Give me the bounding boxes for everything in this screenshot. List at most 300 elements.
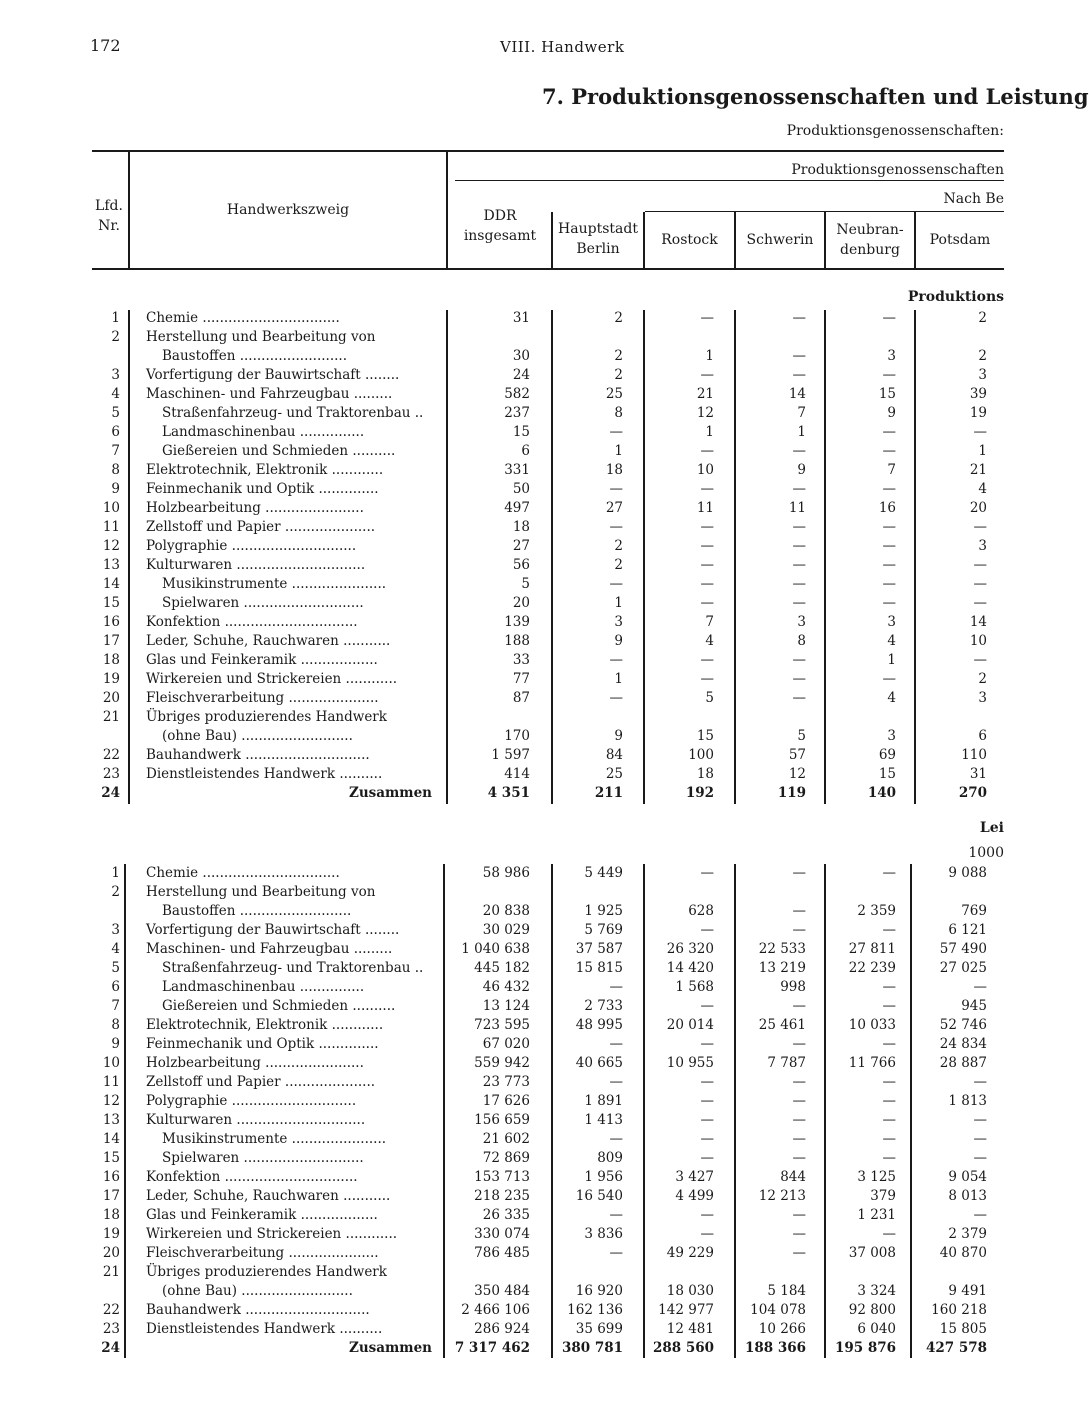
cell-col-4: 140 (867, 785, 896, 801)
row-number: 24 (101, 785, 120, 801)
cell-col-1: 1 413 (584, 1112, 623, 1128)
header-ddr-line1: DDR (483, 208, 517, 224)
cell-col-5: — (973, 1112, 987, 1128)
cell-col-4: 37 008 (848, 1245, 896, 1261)
cell-col-4: 2 359 (857, 903, 896, 919)
cell-col-4: — (882, 922, 896, 938)
cell-col-5: 6 121 (948, 922, 987, 938)
cell-col-2: 1 (705, 348, 714, 364)
header-nr-line2: Nr. (98, 218, 120, 234)
table-row (0, 1168, 1024, 1187)
header-schwerin: Schwerin (746, 232, 814, 248)
cell-col-0: 72 869 (482, 1150, 530, 1166)
row-label: Übriges produzierendes Handwerk (146, 1264, 387, 1280)
cell-col-3: — (792, 576, 806, 592)
row-number: 22 (102, 1302, 120, 1318)
cell-col-5: 19 (969, 405, 987, 421)
cell-col-4: — (882, 865, 896, 881)
cell-col-5: 9 491 (948, 1283, 987, 1299)
cell-col-5: 20 (969, 500, 987, 516)
cell-col-2: 10 (696, 462, 714, 478)
cell-col-5: 1 813 (948, 1093, 987, 1109)
cell-col-2: 12 (696, 405, 714, 421)
cell-col-3: 10 266 (758, 1321, 806, 1337)
cell-col-4: — (882, 979, 896, 995)
cell-col-2: 11 (696, 500, 714, 516)
cell-col-2: 10 955 (666, 1055, 714, 1071)
cell-col-4: 22 239 (848, 960, 896, 976)
cell-col-3: — (792, 310, 806, 326)
cell-col-4: 69 (878, 747, 896, 763)
cell-col-0: 286 924 (474, 1321, 530, 1337)
header-lfd-line1: Lfd. (95, 198, 123, 214)
cell-col-1: 2 733 (584, 998, 623, 1014)
header-group-sub: Nach Be (943, 191, 1004, 207)
cell-col-3: 9 (797, 462, 806, 478)
cell-col-5: 160 218 (931, 1302, 987, 1318)
row-number: 2 (111, 884, 120, 900)
table-row (0, 632, 1024, 651)
cell-col-3: 104 078 (750, 1302, 806, 1318)
cell-col-4: 195 876 (834, 1340, 896, 1356)
cell-col-4: 3 (887, 348, 896, 364)
row-number: 10 (102, 500, 120, 516)
header-neubrandenburg-line1: Neubran- (836, 222, 904, 238)
cell-col-5: 2 379 (948, 1226, 987, 1242)
table-row (0, 1130, 1024, 1149)
cell-col-5: 3 (978, 690, 987, 706)
cell-col-4: 379 (870, 1188, 896, 1204)
row-label: Bauhandwerk ............................. (146, 1302, 370, 1318)
row-number: 23 (102, 1321, 120, 1337)
cell-col-4: 16 (878, 500, 896, 516)
cell-col-0: 1 597 (491, 747, 530, 763)
row-label: Fleischverarbeitung ..................... (146, 690, 379, 706)
cell-col-0: 786 485 (474, 1245, 530, 1261)
cell-col-2: — (700, 1150, 714, 1166)
row-label: Polygraphie ............................. (146, 538, 357, 554)
table-row (0, 746, 1024, 765)
table-row (0, 727, 1024, 746)
row-label: Chemie ................................ (146, 310, 340, 326)
cell-col-3: 5 (797, 728, 806, 744)
cell-col-0: 67 020 (482, 1036, 530, 1052)
row-number: 15 (102, 595, 120, 611)
cell-col-4: — (882, 576, 896, 592)
row-number: 19 (102, 1226, 120, 1242)
header-top-rule (92, 150, 1004, 152)
cell-col-3: — (792, 1150, 806, 1166)
row-number: 20 (102, 690, 120, 706)
cell-col-5: 57 490 (939, 941, 987, 957)
cell-col-4: — (882, 671, 896, 687)
table-row (0, 594, 1024, 613)
table-row (0, 883, 1024, 902)
cell-col-3: — (792, 1207, 806, 1223)
cell-col-4: 15 (878, 766, 896, 782)
row-number: 3 (111, 922, 120, 938)
row-label: Baustoffen ......................... (162, 348, 347, 364)
cell-col-4: 27 811 (848, 941, 896, 957)
cell-col-4: — (882, 1093, 896, 1109)
cell-col-0: 77 (512, 671, 530, 687)
row-number: 1 (111, 865, 120, 881)
cell-col-2: 20 014 (666, 1017, 714, 1033)
cell-col-3: — (792, 348, 806, 364)
cell-col-0: 4 351 (487, 785, 530, 801)
cell-col-2: 628 (688, 903, 714, 919)
cell-col-0: 156 659 (474, 1112, 530, 1128)
cell-col-3: — (792, 443, 806, 459)
row-number: 2 (111, 329, 120, 345)
table-row (0, 1301, 1024, 1320)
cell-col-1: 162 136 (567, 1302, 623, 1318)
cell-col-0: 5 (521, 576, 530, 592)
cell-col-2: — (700, 1131, 714, 1147)
row-number: 18 (102, 1207, 120, 1223)
table-row (0, 689, 1024, 708)
cell-col-3: — (792, 1093, 806, 1109)
cell-col-5: — (973, 1131, 987, 1147)
cell-col-3: 119 (777, 785, 806, 801)
table-row (0, 864, 1024, 883)
cell-col-1: 1 956 (584, 1169, 623, 1185)
cell-col-4: — (882, 424, 896, 440)
row-label: Dienstleistendes Handwerk .......... (146, 1321, 383, 1337)
cell-col-3: 1 (797, 424, 806, 440)
cell-col-2: 192 (685, 785, 714, 801)
cell-col-3: — (792, 690, 806, 706)
cell-col-5: — (973, 1074, 987, 1090)
cell-col-3: — (792, 481, 806, 497)
cell-col-4: 4 (887, 690, 896, 706)
cell-col-0: 21 602 (482, 1131, 530, 1147)
table-row (0, 442, 1024, 461)
row-number: 1 (111, 310, 120, 326)
row-number: 13 (102, 557, 120, 573)
row-label: Vorfertigung der Bauwirtschaft ........ (146, 922, 400, 938)
row-number: 5 (111, 960, 120, 976)
header-lfd-nr (92, 196, 126, 236)
cell-col-4: — (882, 557, 896, 573)
cell-col-5: 1 (978, 443, 987, 459)
cell-col-1: 3 (614, 614, 623, 630)
table-row (0, 1206, 1024, 1225)
cell-col-3: 8 (797, 633, 806, 649)
cell-col-0: 6 (521, 443, 530, 459)
cell-col-1: 2 (614, 538, 623, 554)
cell-col-2: — (700, 595, 714, 611)
table-row (0, 978, 1024, 997)
cell-col-3: 14 (788, 386, 806, 402)
cell-col-0: 15 (512, 424, 530, 440)
table-row (0, 784, 1024, 803)
cell-col-1: 8 (614, 405, 623, 421)
row-label: Baustoffen .......................... (162, 903, 352, 919)
cell-col-4: 10 033 (848, 1017, 896, 1033)
cell-col-2: 288 560 (652, 1340, 714, 1356)
cell-col-1: 37 587 (575, 941, 623, 957)
cell-col-0: 56 (512, 557, 530, 573)
cell-col-5: 52 746 (939, 1017, 987, 1033)
cell-col-4: — (882, 443, 896, 459)
cell-col-2: 142 977 (658, 1302, 714, 1318)
cell-col-3: 57 (788, 747, 806, 763)
cell-col-2: 5 (705, 690, 714, 706)
cell-col-5: 6 (978, 728, 987, 744)
cell-col-3: 25 461 (758, 1017, 806, 1033)
header-berlin-line2: Berlin (576, 241, 620, 257)
cell-col-5: 427 578 (925, 1340, 987, 1356)
cell-col-0: 31 (512, 310, 530, 326)
row-label: Straßenfahrzeug- und Traktorenbau .. (162, 960, 424, 976)
table-row (0, 1244, 1024, 1263)
table-row (0, 518, 1024, 537)
cell-col-2: — (700, 310, 714, 326)
table-row (0, 1320, 1024, 1339)
page-number: 172 (90, 36, 121, 55)
row-number: 21 (102, 1264, 120, 1280)
cell-col-0: 87 (512, 690, 530, 706)
table-row (0, 959, 1024, 978)
row-number: 11 (102, 519, 120, 535)
cell-col-1: 1 (614, 595, 623, 611)
row-label: Straßenfahrzeug- und Traktorenbau .. (162, 405, 424, 421)
cell-col-5: 39 (969, 386, 987, 402)
cell-col-3: — (792, 1131, 806, 1147)
table-row (0, 404, 1024, 423)
cell-col-1: 84 (605, 747, 623, 763)
row-label: Landmaschinenbau ............... (162, 979, 365, 995)
row-number: 17 (102, 1188, 120, 1204)
row-number: 3 (111, 367, 120, 383)
cell-col-4: 7 (887, 462, 896, 478)
row-label: Leder, Schuhe, Rauchwaren ........... (146, 1188, 391, 1204)
row-label: Gießereien und Schmieden .......... (162, 443, 396, 459)
cell-col-1: 380 781 (561, 1340, 623, 1356)
row-label: Holzbearbeitung ....................... (146, 1055, 364, 1071)
cell-col-4: 3 (887, 614, 896, 630)
cell-col-1: 211 (594, 785, 623, 801)
cell-col-5: 14 (969, 614, 987, 630)
cell-col-1: 35 699 (575, 1321, 623, 1337)
row-number: 24 (101, 1340, 120, 1356)
section2-unit: 1000 (968, 845, 1004, 861)
row-number: 23 (102, 766, 120, 782)
table-row (0, 1225, 1024, 1244)
cell-col-4: — (882, 310, 896, 326)
cell-col-1: 15 815 (575, 960, 623, 976)
row-label: Feinmechanik und Optik .............. (146, 481, 379, 497)
cell-col-4: 3 (887, 728, 896, 744)
cell-col-4: — (882, 1074, 896, 1090)
cell-col-2: — (700, 652, 714, 668)
header-rostock: Rostock (661, 232, 718, 248)
cell-col-4: 1 231 (857, 1207, 896, 1223)
header-vline-branch (446, 152, 448, 268)
cell-col-0: 237 (504, 405, 530, 421)
cell-col-0: 414 (504, 766, 530, 782)
cell-col-3: — (792, 652, 806, 668)
cell-col-2: — (700, 671, 714, 687)
cell-col-5: — (973, 576, 987, 592)
cell-col-4: — (882, 481, 896, 497)
row-label: Musikinstrumente ...................... (162, 1131, 387, 1147)
table-row (0, 499, 1024, 518)
row-label: (ohne Bau) .......................... (162, 1283, 353, 1299)
cell-col-2: 18 030 (666, 1283, 714, 1299)
cell-col-2: — (700, 1093, 714, 1109)
cell-col-4: — (882, 1150, 896, 1166)
row-number: 9 (111, 1036, 120, 1052)
group-rule (455, 180, 1004, 181)
row-number: 20 (102, 1245, 120, 1261)
row-label: Zellstoff und Papier ..................... (146, 519, 376, 535)
cell-col-3: — (792, 595, 806, 611)
header-ddr-line2: insgesamt (463, 228, 537, 244)
cell-col-0: 331 (504, 462, 530, 478)
cell-col-2: 26 320 (666, 941, 714, 957)
cell-col-0: 27 (512, 538, 530, 554)
cell-col-5: 769 (961, 903, 987, 919)
cell-col-0: 218 235 (474, 1188, 530, 1204)
section1-title: Produktions (907, 289, 1004, 305)
table-row (0, 940, 1024, 959)
row-label: (ohne Bau) .......................... (162, 728, 353, 744)
table-row (0, 1111, 1024, 1130)
cell-col-1: 1 (614, 443, 623, 459)
row-number: 21 (102, 709, 120, 725)
table-row (0, 347, 1024, 366)
table-row (0, 1092, 1024, 1111)
cell-col-5: — (973, 979, 987, 995)
cell-col-2: 18 (696, 766, 714, 782)
chapter-heading: VIII. Handwerk (500, 38, 625, 56)
row-label: Wirkereien und Strickereien ............ (146, 671, 398, 687)
row-label: Feinmechanik und Optik .............. (146, 1036, 379, 1052)
cell-col-2: 3 427 (675, 1169, 714, 1185)
cell-col-3: 22 533 (758, 941, 806, 957)
cell-col-5: 945 (961, 998, 987, 1014)
cell-col-0: 350 484 (474, 1283, 530, 1299)
cell-col-2: — (700, 1074, 714, 1090)
row-label: Herstellung und Bearbeitung von (146, 329, 376, 345)
table-row (0, 708, 1024, 727)
cell-col-3: — (792, 538, 806, 554)
header-potsdam: Potsdam (929, 232, 991, 248)
cell-col-5: — (973, 1207, 987, 1223)
row-label: Zellstoff und Papier ..................... (146, 1074, 376, 1090)
cell-col-4: 9 (887, 405, 896, 421)
cell-col-5: 2 (978, 348, 987, 364)
cell-col-5: 2 (978, 671, 987, 687)
cell-col-2: 100 (688, 747, 714, 763)
cell-col-3: 5 184 (767, 1283, 806, 1299)
row-label: Elektrotechnik, Elektronik ............ (146, 1017, 384, 1033)
table-row (0, 921, 1024, 940)
cell-col-1: 27 (605, 500, 623, 516)
cell-col-1: 16 540 (575, 1188, 623, 1204)
row-label: Konfektion ............................... (146, 614, 358, 630)
cell-col-3: 7 (797, 405, 806, 421)
header-neubrandenburg-line2: denburg (840, 242, 900, 258)
section2-title: Lei (979, 820, 1004, 836)
cell-col-0: 559 942 (474, 1055, 530, 1071)
row-number: 11 (102, 1074, 120, 1090)
cell-col-0: 723 595 (474, 1017, 530, 1033)
cell-col-5: 9 088 (948, 865, 987, 881)
cell-col-3: 12 213 (758, 1188, 806, 1204)
cell-col-5: 31 (969, 766, 987, 782)
cell-col-5: 24 834 (939, 1036, 987, 1052)
cell-col-2: 12 481 (666, 1321, 714, 1337)
cell-col-3: 3 (797, 614, 806, 630)
cell-col-1: 5 449 (584, 865, 623, 881)
cell-col-1: 809 (597, 1150, 623, 1166)
cell-col-1: — (609, 1207, 623, 1223)
row-number: 7 (111, 443, 120, 459)
cell-col-5: 9 054 (948, 1169, 987, 1185)
cell-col-1: 18 (605, 462, 623, 478)
row-number: 13 (102, 1112, 120, 1128)
cell-col-4: 6 040 (857, 1321, 896, 1337)
cell-col-2: 4 (705, 633, 714, 649)
table-row (0, 1282, 1024, 1301)
header-berlin (553, 219, 643, 259)
cell-col-0: 18 (512, 519, 530, 535)
cell-col-3: — (792, 557, 806, 573)
row-number: 16 (102, 1169, 120, 1185)
cell-col-4: 15 (878, 386, 896, 402)
row-label: Dienstleistendes Handwerk .......... (146, 766, 383, 782)
row-label: Landmaschinenbau ............... (162, 424, 365, 440)
cell-col-0: 2 466 106 (461, 1302, 530, 1318)
cell-col-0: 330 074 (474, 1226, 530, 1242)
row-number: 15 (102, 1150, 120, 1166)
table-row (0, 670, 1024, 689)
cell-col-3: 998 (780, 979, 806, 995)
cell-col-1: 1 (614, 671, 623, 687)
cell-col-4: 3 324 (857, 1283, 896, 1299)
row-number: 4 (111, 941, 120, 957)
row-number: 14 (102, 576, 120, 592)
cell-col-4: — (882, 998, 896, 1014)
cell-col-0: 7 317 462 (454, 1340, 530, 1356)
cell-col-5: 3 (978, 367, 987, 383)
cell-col-1: 2 (614, 557, 623, 573)
table-row (0, 1149, 1024, 1168)
cell-col-3: 7 787 (767, 1055, 806, 1071)
cell-col-4: 92 800 (848, 1302, 896, 1318)
cell-col-2: 14 420 (666, 960, 714, 976)
table-row (0, 1073, 1024, 1092)
row-label: Leder, Schuhe, Rauchwaren ........... (146, 633, 391, 649)
cell-col-0: 33 (512, 652, 530, 668)
cell-col-5: — (973, 424, 987, 440)
row-number: 12 (102, 1093, 120, 1109)
cell-col-4: — (882, 367, 896, 383)
cell-col-0: 497 (504, 500, 530, 516)
cell-col-0: 139 (504, 614, 530, 630)
cell-col-0: 170 (504, 728, 530, 744)
cell-col-4: — (882, 1112, 896, 1128)
row-number: 12 (102, 538, 120, 554)
cell-col-5: 110 (961, 747, 987, 763)
cell-col-0: 1 040 638 (461, 941, 530, 957)
cell-col-0: 188 (504, 633, 530, 649)
table-row (0, 1035, 1024, 1054)
cell-col-2: — (700, 557, 714, 573)
